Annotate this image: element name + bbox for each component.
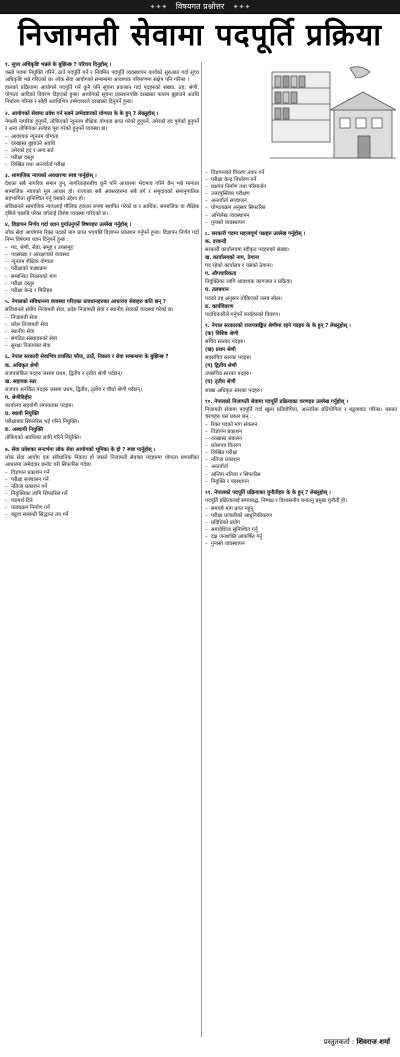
question-number: ७. — [5, 446, 10, 453]
list-item: – लिखित परीक्षा — [205, 450, 397, 457]
question-text: नेपालको निजामती सेवामा पदपूर्ति प्रक्रियाका चरणहरु उल्लेख गर्नुहोस् । — [214, 398, 349, 405]
answer-paragraph: सहसचिव स्तरका पदहरु। — [205, 355, 252, 362]
list-item: – गुनासो व्यवस्थापन — [205, 541, 397, 548]
section-banner: ✦✦✦ विषयगत प्रश्नोत्तर ✦✦✦ — [0, 0, 400, 14]
answer-paragraph: नेपाली नागरिक हुनुपर्ने, तोकिएको न्यूनतम शैक्षिक योग्यता प्राप्त गरेको हुनुपर्ने, उमेरको हद पुगेको हुनुपर्ने र अन्य तोकिएका सर्तहरु पूरा गरेको हुनुपर्ने व्यवस्था छ। — [5, 118, 199, 132]
question-number: ६. — [5, 354, 10, 361]
subheading: ङ. अस्थायी नियुक्ति — [5, 427, 44, 434]
byline — [324, 1038, 390, 1047]
list-item: – लिखित तथा अन्तर्वार्ता परीक्षा — [5, 162, 199, 169]
list-item: – अभिलेख व्यवस्थापन — [205, 213, 397, 220]
illustration-spacer — [205, 62, 265, 170]
left-column — [5, 62, 199, 523]
question-heading — [205, 490, 397, 497]
list-item: – परीक्षाको पाठ्यक्रम — [5, 266, 199, 273]
list-item: – अन्तर्वार्ता — [205, 464, 397, 471]
list-item: – दरखास्त संकलन — [205, 436, 397, 443]
question-text: विज्ञापन निर्णय गर्दा ध्यान पुर्याउनुपर्ने विषयहरु उल्लेख गर्नुहोस् । — [11, 221, 132, 228]
list-item: – नियुक्तिका लागि सिफारिस गर्ने — [5, 491, 199, 498]
list-item: – नतिजा प्रकाशन गर्ने — [5, 484, 199, 491]
list-item: – अन्तर्वार्ता सञ्चालन — [205, 198, 397, 205]
subheading: ख. सहायक स्तर — [5, 378, 37, 385]
list-item: – प्रविधिको प्रयोग — [205, 520, 397, 527]
list-item: – पदसंख्या र आरक्षणको व्यवस्था — [5, 252, 199, 259]
question-number: २. — [5, 110, 10, 117]
answer-paragraph: यस्तो पदमा नियुक्ति गरिने, ठाउँ पदपूर्ति गर्ने र नियमित पदपूर्ति व्यवस्थापन कार्यको सुरुआत गर्दा सूच्य अधिकृष्टि भन्ने गरिएको छ। लोक सेवा आयोगको सम्बन्धमा आवश्यक परिमाणमा संक्षेप पनि गरिन्छ । — [5, 70, 199, 84]
subheading: क. दरबन्दी — [205, 238, 227, 245]
answer-paragraph: सचिव स्तरका पदहरु। — [205, 338, 246, 345]
answer-paragraph: देशका सबै नागरिक समान हुन्, नागरिकहरुबीच कुनै पनि आधारमा भेदभाव गरिने छैन भन्ने मान्यता सामाजिक न्यायको मूल आधार हो। राज्यका सबै अवसरहरुमा सबै वर्ग र समुदायको समानुपातिक सहभागिता सुनिश्चित गर्नु यसको उद्देश्य हो। — [5, 181, 199, 202]
list-item: – उमेरको हद र अन्य सर्त — [5, 148, 199, 155]
question-number: ११. — [205, 489, 213, 496]
list-item: – आवश्यक न्यूनतम योग्यता — [5, 134, 199, 141]
banner-title: विषयगत प्रश्नोत्तर — [175, 2, 225, 11]
qa-section — [205, 231, 397, 319]
answer-paragraph: पदपूर्ति प्रक्रियालाई समयबद्ध, निष्पक्ष र विश्वसनीय बनाउनु प्रमुख चुनौती हो। — [205, 497, 348, 504]
answer-paragraph: लोक सेवा आयोगमा रिक्त पदको माग प्राप्त भएपछि विज्ञापन प्रकाशन गर्नुपर्ने हुन्छ। विज्ञापन निर्णय गर्दा निम्न विषयमा ध्यान दिनुपर्ने हुन्छ : — [5, 229, 199, 244]
subheading: ग. औपचारिकता — [205, 271, 237, 278]
answer-paragraph: उपसचिव स्तरका पदहरु। — [205, 371, 252, 378]
list-item: – नतिजा प्रकाशन — [205, 457, 397, 464]
question-text: सेवा प्रवेशका सन्दर्भमा लोक सेवा आयोगको भूमिका के हो ? स्पष्ट पार्नुहोस् । — [11, 446, 156, 453]
question-text: नेपालको संविधानमा व्यवस्था गरिएका प्रावधानहरुका आधारमा सेवाहरु कति छन् ? — [11, 298, 166, 305]
answer-paragraph: राजपत्र अनंकित पदहरु जसमा प्रथम, द्वितीय, तृतीय र चौथो श्रेणी पर्दछन्। — [5, 386, 143, 393]
question-heading — [5, 354, 199, 361]
question-heading — [5, 222, 199, 229]
question-text: आयोगको सेवामा प्रवेश गर्न सक्ने उम्मेदवारको योग्यता के के हुन् ? लेख्नुहोस् । — [11, 110, 159, 117]
question-number: ३. — [5, 173, 10, 180]
list-item: – परामर्श दिने — [5, 498, 199, 505]
answer-paragraph: पदको तह अनुसार तोकिएको तलब स्केल। — [205, 295, 283, 302]
list-item: – परीक्षा दस्तुर — [5, 155, 199, 162]
question-heading — [5, 173, 199, 180]
answer-paragraph: शाखा अधिकृत स्तरका पदहरु। — [205, 387, 262, 394]
list-item: – योग्यताक्रम अनुसार सिफारिस — [205, 205, 397, 212]
byline-label: प्रस्तुतकर्ता : — [323, 1038, 355, 1046]
question-heading — [5, 447, 199, 454]
subheading: ङ. कार्यविवरण — [205, 303, 234, 310]
qa-section — [5, 222, 199, 295]
answer-paragraph: लोक सेवा आयोग एक संवैधानिक निकाय हो जसले निजामती सेवाका पदहरुमा योग्यता प्रणालीका आधारमा उम्मेदवार छनोट गरी सिफारिस गर्दछ। — [5, 454, 199, 468]
qa-section — [5, 173, 199, 218]
list-item: – परीक्षा सञ्चालन गर्ने — [5, 477, 199, 484]
list-item: – परीक्षा दस्तुर — [5, 281, 199, 288]
question-text: नेपाल सरकारी सेवाभित्र प्रचलित फौज, ठाउँ, निकाय र सेवा सम्बन्धमा के बुझिन्छ ? — [11, 354, 169, 361]
list-item: – पाठ्यक्रम निर्माण गर्ने — [5, 505, 199, 512]
answer-paragraph: संविधानले संघीय निजामती सेवा, प्रदेश निजामती सेवा र स्थानीय सेवाको व्यवस्था गरेको छ। — [5, 306, 174, 313]
question-heading — [5, 111, 199, 118]
answer-paragraph: पद रहेको कार्यालय र यसको ठेगाना। — [205, 263, 273, 270]
list-item: – नियुक्ति र पदस्थापन — [205, 479, 397, 486]
list-item: – सम्बन्धित निकायको माग — [5, 274, 199, 281]
question-number: ४. — [5, 221, 10, 228]
qa-section — [205, 490, 397, 549]
qa-section — [205, 323, 397, 395]
question-number: ९. — [205, 322, 210, 329]
list-item: – प्रवेशपत्र वितरण — [205, 443, 397, 450]
question-number: १. — [5, 62, 10, 68]
subheading: क. अधिकृत श्रेणी — [5, 362, 39, 369]
subheading: (घ) तृतीय श्रेणी — [205, 379, 236, 386]
list-item: – पद, श्रेणी, सेवा, समूह र उपसमूह — [5, 245, 199, 252]
subheading: ग. श्रेणीविहीन — [5, 394, 32, 401]
answer-paragraph: संविधानले सामाजिक न्यायलाई मौलिक हकका रुपमा स्थापित गरेको छ र आर्थिक, सामाजिक वा शैक्षिक दृष्टिले पछाडि परेका वर्गलाई विशेष व्यवस्था गरिएको छ। — [5, 203, 199, 217]
list-item: – रिक्त पदको माग संकलन — [205, 422, 397, 429]
list-item: – परीक्षा केन्द्र र मितिहरु — [5, 288, 199, 295]
subheading: (ख) प्रथम श्रेणी — [205, 347, 236, 354]
qa-section — [5, 299, 199, 351]
question-heading — [205, 323, 397, 330]
answer-paragraph: निजामती सेवामा पदपूर्ति गर्दा खुला प्रतियोगिता, आन्तरिक प्रतियोगिता र बढुवाबाट गरिन्छ। यसका चरणहरु यस प्रकार छन् : — [205, 406, 397, 420]
question-number: १०. — [205, 398, 213, 405]
list-item: – दरखास्त बुझाउने अवधि — [5, 141, 199, 148]
answer-paragraph: कार्यालय सहयोगी लगायतका पदहरु। — [5, 403, 74, 410]
qa-section — [205, 170, 397, 227]
answer-paragraph: तोकिएको अवधिका लागि गरिने नियुक्ति। — [5, 435, 81, 442]
page-title: निजामती सेवामा पदपूर्ति प्रक्रिया — [18, 18, 382, 53]
subheading: घ. स्थायी नियुक्ति — [5, 411, 39, 418]
question-text: नेपालको पदपूर्ति प्रक्रियाका चुनौतीहरु के के हुन् ? लेख्नुहोस् । — [214, 489, 331, 496]
question-text: सूच्य अधिकृष्टि भन्नले के बुझिन्छ ? परिचय दिनुहोस् । — [11, 62, 112, 68]
qa-section — [205, 399, 397, 486]
list-item: – संगठित संस्थाहरुको सेवा — [5, 336, 199, 343]
answer-paragraph: नियुक्तिका लागि आवश्यक कागजात र प्रक्रिया। — [205, 279, 293, 286]
list-item: – गुनासो व्यवस्थापन — [205, 220, 397, 227]
byline-author: शिवराज शर्मा — [356, 1038, 390, 1046]
question-heading — [205, 399, 397, 406]
list-item: – निजामती सेवा — [5, 315, 199, 322]
question-heading — [205, 231, 397, 238]
list-item: – समावेशिता सुनिश्चित गर्नु — [205, 527, 397, 534]
question-text: सरकारी पदमा महत्त्वपूर्ण पक्षहरु उल्लेख गर्नुहोस् । — [211, 230, 306, 237]
list-item: – परीक्षा केन्द्र निर्धारण गर्ने — [205, 177, 397, 184]
subheading: घ. तलबमान — [205, 287, 229, 294]
qa-section — [5, 447, 199, 520]
answer-paragraph: परीक्षाबाट सिफारिस भई गरिने नियुक्ति। — [5, 419, 79, 426]
question-text: सामाजिक न्यायको अवधारणा स्पष्ट पार्नुहोस् । — [11, 173, 97, 180]
list-item: – स्थानीय सेवा — [5, 329, 199, 336]
qa-section — [5, 62, 199, 107]
subheading: (ग) द्वितीय श्रेणी — [205, 363, 237, 370]
list-item: – विज्ञापनको विवरण तयार गर्ने — [205, 170, 397, 177]
question-number: ५. — [5, 298, 10, 305]
list-item: – दक्ष जनशक्ति आकर्षित गर्नु — [205, 534, 397, 541]
list-item: – उत्तरपुस्तिका परीक्षण — [205, 191, 397, 198]
answer-paragraph: राजपत्रांकित पदहरु जसमा प्रथम, द्वितीय र तृतीय श्रेणी पर्दछन्। — [5, 370, 123, 377]
list-item: – बढुवा सम्बन्धी सिद्धान्त तय गर्ने — [5, 512, 199, 519]
list-item: – परीक्षा प्रणालीको आधुनिकीकरण — [205, 513, 397, 520]
question-text: नेपाल सरकारको राजपत्राङ्कित श्रेणीमा रहने पदहरु के के हुन् ? लेख्नुहोस् । — [211, 322, 351, 329]
list-item: – न्यूनतम शैक्षिक योग्यता — [5, 259, 199, 266]
answer-paragraph: हालको प्रक्रियामा आयोगले पदपूर्ति गर्ने कुनै पनि सूचना प्रकाशन गर्दा पदहरुको संख्या, तह, श्रेणी, योग्यता आदिको विवरण दिइएको हुन्छ। आयोगको सूचना प्रकाशनपछि दरखास्त फाराम बुझाउने अवधि निर्धारण गरिन्छ र सोही अवधिभित्र उम्मेदवारले दरखास्त दिनुपर्ने हुन्छ। — [5, 85, 199, 106]
list-item: – विज्ञापन प्रकाशन गर्ने — [5, 470, 199, 477]
list-item: – विज्ञापन प्रकाशन — [205, 429, 397, 436]
subheading: (क) विशिष्ट श्रेणी — [205, 330, 239, 337]
subheading: ख. कार्यालयको नाम, ठेगाना — [205, 255, 259, 262]
question-number: ८. — [205, 230, 210, 237]
list-item: – प्रश्नपत्र निर्माण तथा परिमार्जन — [205, 184, 397, 191]
list-item: – सुरक्षा निकायका सेवा — [5, 343, 199, 350]
column-divider — [201, 62, 202, 1037]
answer-paragraph: सरकारी कार्यालयमा स्वीकृत पदहरुको संख्या। — [205, 246, 290, 253]
qa-section — [5, 354, 199, 442]
answer-paragraph: पदाधिकारीले गर्नुपर्ने कार्यहरुको विवरण। — [205, 311, 280, 318]
list-item: – प्रदेश निजामती सेवा — [5, 322, 199, 329]
question-heading — [5, 299, 199, 306]
qa-section — [5, 111, 199, 170]
list-item: – अन्तिम नतिजा र सिफारिस — [205, 472, 397, 479]
question-heading — [5, 62, 199, 69]
right-column — [205, 62, 397, 553]
list-item: – समयमै माग प्राप्त नहुनु — [205, 506, 397, 513]
